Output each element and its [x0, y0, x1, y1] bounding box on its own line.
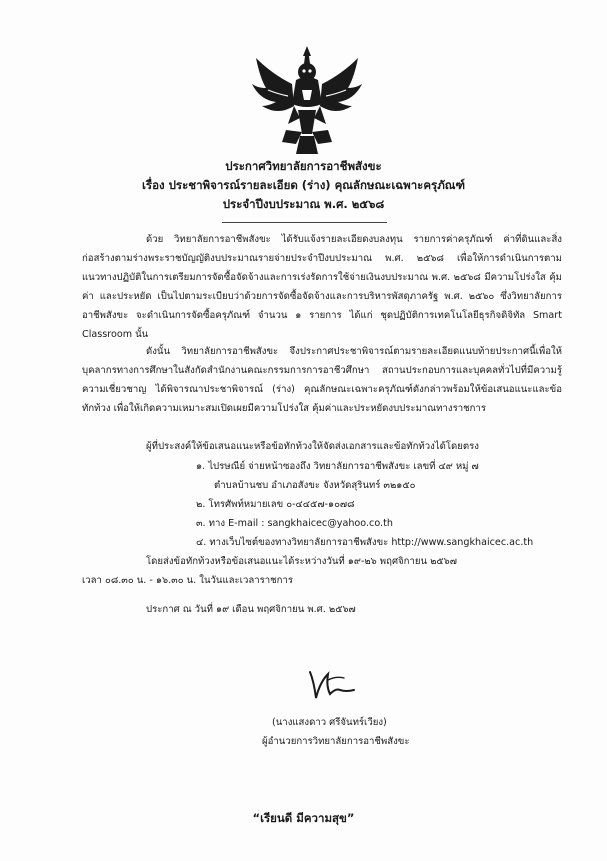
channel-phone: ๒. โทรศัพท์หมายเลข ๐-๔๔๕๗-๑๐๗๘	[196, 499, 355, 510]
deadline-hours: เวลา ๐๘.๓๐ น. - ๑๖.๓๐ น. ในวันและเวลาราชการ	[82, 575, 294, 586]
announcement-date: ประกาศ ณ วันที่ ๑๙ เดือน พฤศจิกายน พ.ศ. ๒๕๖๗	[146, 604, 356, 615]
garuda-emblem-icon	[248, 44, 366, 156]
footer-motto: “เรียนดี มีความสุข”	[252, 811, 355, 825]
deadline-dates: โดยส่งข้อทักท้วงหรือข้อเสนอแนะได้ระหว่างวันที่ ๑๙-๒๖ พฤศจิกายน ๒๕๖๗	[146, 556, 457, 567]
signer-title: ผู้อำนวยการวิทยาลัยการอาชีพสังขะ	[262, 736, 410, 747]
signer-name: (นางแสงดาว ศรีจันทร์เวียง)	[272, 717, 387, 728]
body-paragraph-1: ด้วย วิทยาลัยการอาชีพสังขะ ได้รับแจ้งรายละเอียดงบลงทุน รายการค่าครุภัณฑ์ ค่าที่ดินและสิ่งก่อสร้างตามร่างพระราชบัญญัติงบประมาณรายจ่ายประจำปีงบประมาณ พ.ศ. ๒๕๖๘ เพื่อให้การดำเนินการตามแนวทางปฏิบัติในการเตรียมการจัดซื้อจัดจ้างและการเร่งรัดการใช้จ่ายเงินงบประมาณ พ.ศ. ๒๕๖๘ มีความโปร่งใส คุ้มค่า และประหยัด เป็นไปตามระเบียบว่าด้วยการจัดซื้อจัดจ้างและการบริหารพัสดุภาครัฐ พ.ศ. ๒๕๖๐ ซึ่งวิทยาลัยการอาชีพสังขะ จะดำเนินการจัดซื้อครุภัณฑ์ จำนวน ๑ รายการ ได้แก่ ชุดปฏิบัติการเทคโนโลยีธุรกิจดิจิทัล Smart Classroom นั้น	[82, 234, 562, 340]
body-paragraph-2: ดังนั้น วิทยาลัยการอาชีพสังขะ จึงประกาศประชาพิจารณ์ตามรายละเอียดแนบท้ายประกาศนี้เพื่อให้บุคลากรทางการศึกษาในสังกัดสำนักงานคณะกรรมการการอาชีวศึกษา สถานประกอบการและบุคคลทั่วไปที่มีความรู้ ความเชี่ยวชาญ ได้พิจารณาประชาพิจารณ์ (ร่าง) คุณลักษณะเฉพาะครุภัณฑ์ดังกล่าวพร้อมให้ข้อเสนอแนะและข้อทักท้วง เพื่อให้เกิดความเหมาะสมเปิดเผยมีความโปร่งใส คุ้มค่าและประหยัดงบประมาณทางราชการ	[82, 346, 562, 414]
channel-website: ๔. ทางเว็บไซต์ของทางวิทยาลัยการอาชีพสังขะ http://www.sangkhaicec.ac.th	[196, 537, 534, 548]
channel-post: ๑. ไปรษณีย์ จ่ายหน้าซองถึง วิทยาลัยการอาชีพสังขะ เลขที่ ๔๙ หมู่ ๗	[196, 461, 479, 472]
channel-post-address: ตำบลบ้านชบ อำเภอสังขะ จังหวัดสุรินทร์ ๓๒๑๕๐	[214, 480, 416, 491]
announcement-fiscal-year: ประจำปีงบประมาณ พ.ศ. ๒๕๖๘	[222, 197, 385, 211]
announcement-title: ประกาศวิทยาลัยการอาชีพสังขะ	[225, 159, 382, 173]
title-divider	[222, 222, 387, 223]
submission-intro: ผู้ที่ประสงค์ให้ข้อเสนอแนะหรือข้อทักท้วงให้จัดส่งเอกสารและข้อทักท้วงได้โดยตรง	[146, 441, 479, 452]
handwritten-signature-icon	[306, 668, 358, 704]
announcement-subject: เรื่อง ประชาพิจารณ์รายละเอียด (ร่าง) คุณลักษณะเฉพาะครุภัณฑ์	[141, 178, 466, 192]
channel-email: ๓. ทาง E-mail : sangkhaicec@yahoo.co.th	[196, 518, 393, 529]
